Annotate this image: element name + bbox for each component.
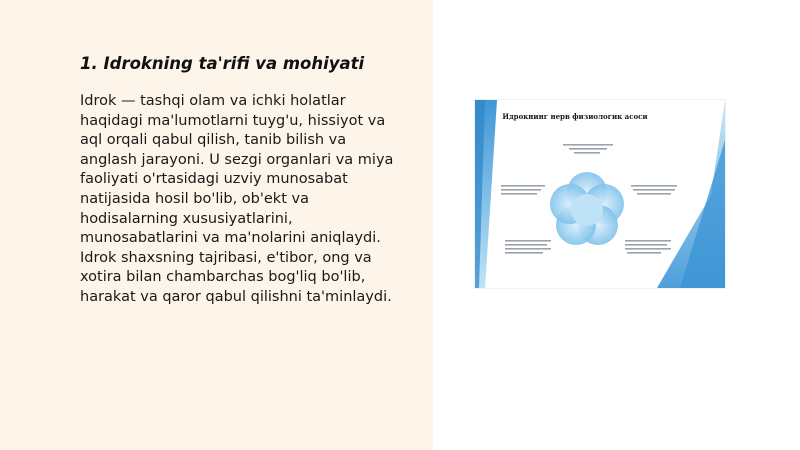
caption-lines-right-bottom [625,240,671,254]
slide-body-text: Idrok — tashqi olam va ichki holatlar haqidagi ma'lumotlarni tuyg'u, hissiyot va aql orqali qabul qilish, tanib bilish va anglash jarayoni. U sezgi organlari va miya faoliyati o'rtasidagi uzviy munosabat natijasida hosil bo'lib, ob'ekt va hodisalarning xususiyatlarini, munosabatlarini va ma'nolarini aniqlaydi. Idrok shaxsning tajribasi, e'tibor, ong va xotira bilan chambarchas bog'liq bo'lib, harakat va qaror qabul qilishni ta'minlaydi. [80,93,394,305]
caption-lines-right-top [631,185,677,195]
diagram-thumbnail [475,100,725,288]
caption-lines-left-bottom [505,240,551,254]
slide-title: 1. Idrokning ta'rifi va mohiyati [80,54,365,73]
diagram-thumbnail-graphic [475,100,725,288]
caption-lines-left-top [501,185,545,195]
flower-shape [550,172,624,245]
thumbnail-title: Идрокнинг нерв физиологик асоси [502,112,648,121]
caption-lines-top [563,144,613,154]
